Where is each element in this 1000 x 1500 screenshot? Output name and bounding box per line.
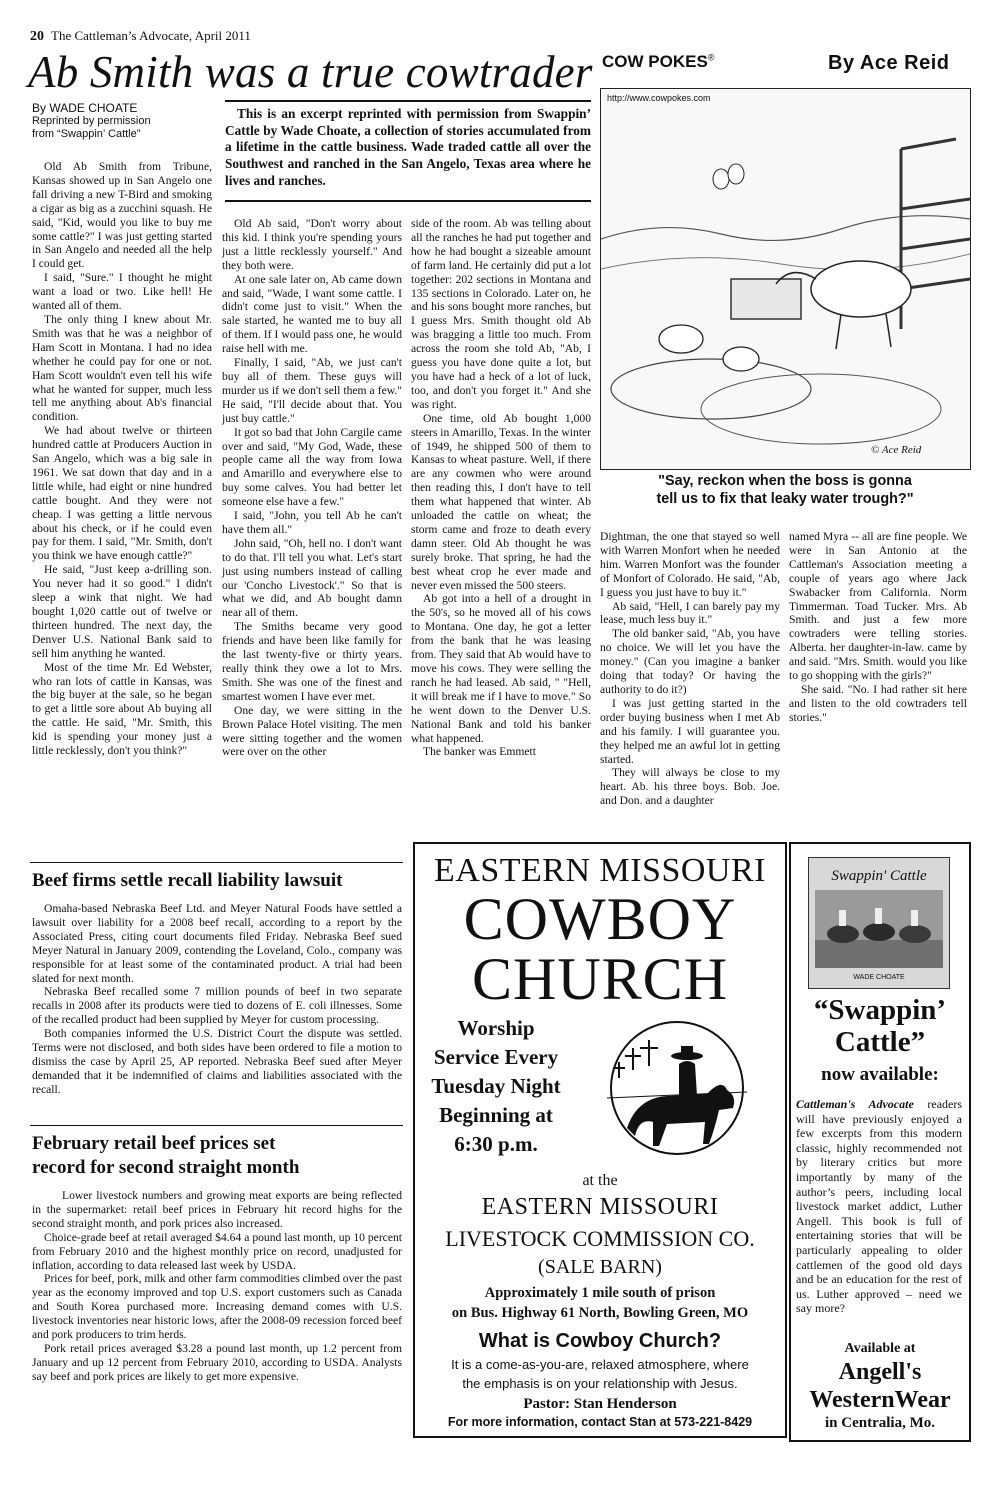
cartoon-caption: "Say, reckon when the boss is gonna tell us to fix that leaky water trough?" (656, 473, 914, 507)
excerpt-note: This is an excerpt reprinted with permission from Swappin’ Cattle by Wade Choate, a collection of stories accumulated from a lifetime in the cattle business. Wade traded cattle all over the Southwest and ranched in the San Angelo, Texas area where he lives and ranches. (225, 106, 591, 188)
cowboy-church-ad (413, 842, 787, 1438)
ad-heading-3: CHURCH (471, 946, 729, 1012)
cowboy-church-answer-2: the emphasis is on your relationship with Jesus. (462, 1376, 738, 1391)
book-ad-subheading: now available: (821, 1064, 939, 1085)
article3-headline: February retail beef prices set record for second straight month (32, 1133, 300, 1178)
byline-author: By WADE CHOATE (32, 101, 138, 115)
article-column-4: Dightman, the one that stayed so well with Warren Monfort when he needed him. Warren Monfort was the founder of Monfort of Colorado. He said, "Ab, I guess you just have to buy it." Ab said, "Hell, I can barely pay my lease, much less buy it." The old banker said, "Ab, you have no choice. We will let you have the money." (Can you imagine a banker doing that today? Or having the authority to do it?) I was just getting started in the order buying business when I met Ab and his family. I will guarantee you. they helped me an awful lot in getting started. They will always be close to my heart. Ab. his three boys. Bob. Joe. and Don. and a daughter (600, 530, 780, 808)
location-line-1: Approximately 1 mile south of prison (484, 1285, 716, 1301)
article2-body: Omaha-based Nebraska Beef Ltd. and Meyer Natural Foods have settled a lawsuit over liability for a 2008 beef recall, according to a report by the Associated Press, citing court documents filed Friday. Nebraska Beef sued Meyer Natural in January 2009, contending the Loveland, Colo., company was responsible for at least some of the contaminated product. A trial had been slated for next month. Nebraska Beef recalled some 7 million pounds of beef in two separate recalls in 2008 after its products were tied to dozens of E. coli illnesses. Some of the recalled product had been supplied by Meyer for custom processing. Both companies informed the U.S. District Court the dispute was settled. Terms were not disclosed, and both sides have been ordered to file a motion to dismiss the case by April 25, AP reported. Nebraska Beef sued after Meyer demanded that it be indemnified of claims and liabilities associated with the recall. (32, 902, 402, 1096)
article2-rule (30, 862, 403, 863)
cartoon-signature: © Ace Reid (871, 444, 922, 456)
article2-headline: Beef firms settle recall liability lawsuit (32, 870, 343, 891)
pastor-name: Pastor: Stan Henderson (523, 1396, 677, 1412)
venue-line-2: LIVESTOCK COMMISSION CO. (445, 1226, 755, 1251)
excerpt-rule-top (225, 100, 591, 102)
book-cover-author: WADE CHOATE (853, 974, 905, 981)
article3-rule (30, 1125, 403, 1126)
cowboy-church-question: What is Cowboy Church? (478, 1330, 722, 1352)
cartoon-drawing (601, 89, 970, 469)
cartoon-author: By Ace Reid (828, 52, 950, 74)
cartoon-url: http://www.cowpokes.com (607, 93, 711, 103)
venue-line-3: (SALE BARN) (538, 1256, 662, 1278)
cartoon-title: COW POKES® (602, 52, 715, 71)
book-ad-heading: “Swappin’ Cattle” (813, 994, 947, 1058)
ad-heading-1: EASTERN MISSOURI (434, 852, 766, 889)
article3-body: Lower livestock numbers and growing meat exports are being reflected in the supermarket: retail beef prices in February hit record highs for the second straight month, and pork prices also increased. Choice-grade beef at retail averaged $4.64 a pound last month, up 10 percent from February 2010 and the highest monthly price on record, unadjusted for inflation, according to data released last week by USDA. Prices for beef, pork, milk and other farm commodities climbed over the past year as the economy improved and top U.S. export customers such as Canada and South Korea purchased more. Increasing demand comes with U.S. livestock inventories near historic lows, after the 2008-09 recession forced beef and pork producers to trim herds. Pork retail prices averaged $3.28 a pound last month, up 1.2 percent from January and up 12 percent from February 2010, according to USDA. Analysts say beef and pork prices are likely to get more expensive. (32, 1189, 403, 1383)
store-name: Angell's WesternWear (809, 1359, 951, 1413)
article-column-1: Old Ab Smith from Tribune, Kansas showed up in San Angelo one fall driving a new T-Bird and smoking a cigar as big as a zucchini squash. He said, "Kid, would you like to buy me some cattle?" I was just getting started in San Angelo and needed all the help I could get. I said, "Sure." I thought he might want a load or two. Like hell! He wanted all of them. The only thing I knew about Mr. Smith was that he was a neighbor of Ham Scott in Montana. I had no idea whether he could pay for one or not. Ham Scott wouldn't even tell his wife what he wanted for supper, much less tell me anything about Ab's financial condition. We had about twelve or thirteen hundred cattle at Producers Auction in San Angelo, which was a big sale in 1961. We sat down that day and in a little while, had eight or nine hundred cattle bought. And they were not cheap. I was getting a little nervous about his check, or if he could even pay for them. I said, "Mr. Smith, don't you think we have enough cattle?" He said, "Just keep a-drilling son. You never had it so good." I didn't sleep a wink that night. We had bought 1,020 cattle out of twelve or thirteen hundred. The next day, the Denver U.S. National Bank said to sell him anything he wanted. Most of the time Mr. Ed Webster, who ran lots of cattle in Kansas, was the big buyer at the sale, so he began to get a little sore about Ab buying all the cattle. He said, "Mr. Smith, this kid is spending your money just a little recklessly, don't you think?" (32, 160, 212, 758)
location-line-2: on Bus. Highway 61 North, Bowling Green, MO (451, 1305, 749, 1321)
cowboy-church-answer-1: It is a come-as-you-are, relaxed atmosphere, where (451, 1357, 749, 1372)
reprint-note-1: Reprinted by permission (32, 115, 151, 127)
article-column-3: side of the room. Ab was telling about all the ranches he had put together and how he had bought a sizeable amount of farm land. He certainly did put a lot together: 202 sections in Montana and 135 sections in Colorado. Later on, he and his sons bought more ranches, but I guess Mrs. Smith thought old Ab was bragging a little too much. From across the room she told Ab, "Ab, I guess you have done quite a lot, but you have had a heck of a lot of luck, too, and don't you forget it." And she was right. One time, old Ab bought 1,000 steers in Amarillo, Texas. In the winter of 1949, he shipped 500 of them to Kansas to wheat pasture. Well, if there are any cowmen who were around then reading this, I don't have to tell them what happened that winter. Ab unloaded the cattle on wheat; the storm came and froze to death every damn steer. Old Ab thought he was surely broke. That spring, he had the best wheat crop he ever made and never even missed the 500 steers. Ab got into a hell of a drought in the 50's, so he moved all of his cows to Montana. One day, he got a letter from the bank that he was leasing from. They said that Ab would have to move his cows. They were selling the ranch he had leased. Ab said, " "Hell, it will break me if I have to move." So he went down to the Denver U.S. National Bank and told his banker what happened. The banker was Emmett (411, 217, 591, 759)
byline (32, 102, 151, 141)
book-ad-body: Cattleman's Advocate readers will have previously enjoyed a few excerpts from this modern classic, highly recommended not by literary critics but more importantly by many of the author’s peers, including local livestock market addict, Luther Angell. This book is full of entertaining stories that will be particularly appealing to older cattlemen of the good old days and be an education for the rest of us. Luther approved – need we say more? (796, 1097, 963, 1316)
venue-line-1: EASTERN MISSOURI (481, 1194, 719, 1220)
cowboy-rider-icon (587, 1018, 767, 1158)
contact-info: For more information, contact Stan at 573-221-8429 (447, 1415, 753, 1429)
at-the-label: at the (582, 1172, 618, 1189)
book-cover (808, 857, 950, 989)
article-column-2: Old Ab said, "Don't worry about this kid. I think you're spending yours just a little recklessly yourself." And they both were. At one sale later on, Ab came down and said, "Wade, I want some cattle. I didn't come just to visit." When the sale started, he wanted me to buy all of them. If I would pass one, he would raise hell with me. Finally, I said, "Ab, we just can't buy all of them. These guys will murder us if we don't sell them a few." He said, "I'll decide about that. You just buy cattle." It got so bad that John Cargile came over and said, "My God, Wade, these people came all the way from Iowa and Amarillo and everywhere else to buy some calves. You had better let someone else have a few." I said, "John, you tell Ab he can't have them all." John said, "Oh, hell no. I don't want to do that. I'll tell you what. Let's start just using numbers instead of calling our 'Concho Livestock'." So that is what we did, and Ab bought damn near all of them. The Smiths became very good friends and have been like family for the last twenty-five or thirty years. really think they owe a lot to Mrs. Smith. She was one of the finest and smartest women I have ever met. One day, we were sitting in the Brown Palace Hotel visiting. The men were sitting together and the women were over on the other (222, 217, 402, 759)
cartoon-illustration (600, 88, 971, 470)
article-column-5: named Myra -- all are fine people. We were in San Antonio at the Cattleman's Association meeting a couple of years ago where Jack Swabacker from California. Norm Timmerman. Toad Tucker. Mrs. Ab Smith. and just a few more cowtraders were telling stories. Alberta. her daughter-in-law. came by and said. "Mrs. Smith. would you like to go shopping with the girls?" She said. "No. I had rather sit here and listen to the old cowtraders tell stories." (789, 530, 967, 724)
reprint-note-2: from “Swappin’ Cattle” (32, 128, 141, 140)
publication-name: The Cattleman’s Advocate, April 2011 (51, 28, 251, 43)
ad-heading-2: COWBOY (463, 886, 737, 952)
page-header (30, 28, 251, 45)
article-title: Ab Smith was a true cowtrader (28, 47, 593, 97)
excerpt-rule-bottom (225, 200, 591, 202)
page-number: 20 (30, 29, 44, 44)
store-location: in Centralia, Mo. (825, 1415, 935, 1431)
worship-times: Worship Service Every Tuesday Night Beginning at 6:30 p.m. (431, 1016, 561, 1156)
book-cover-title: Swappin' Cattle (831, 868, 927, 884)
book-cover-horses-image (815, 890, 943, 968)
swappin-cattle-ad (789, 842, 971, 1442)
available-at-label: Available at (844, 1341, 916, 1356)
